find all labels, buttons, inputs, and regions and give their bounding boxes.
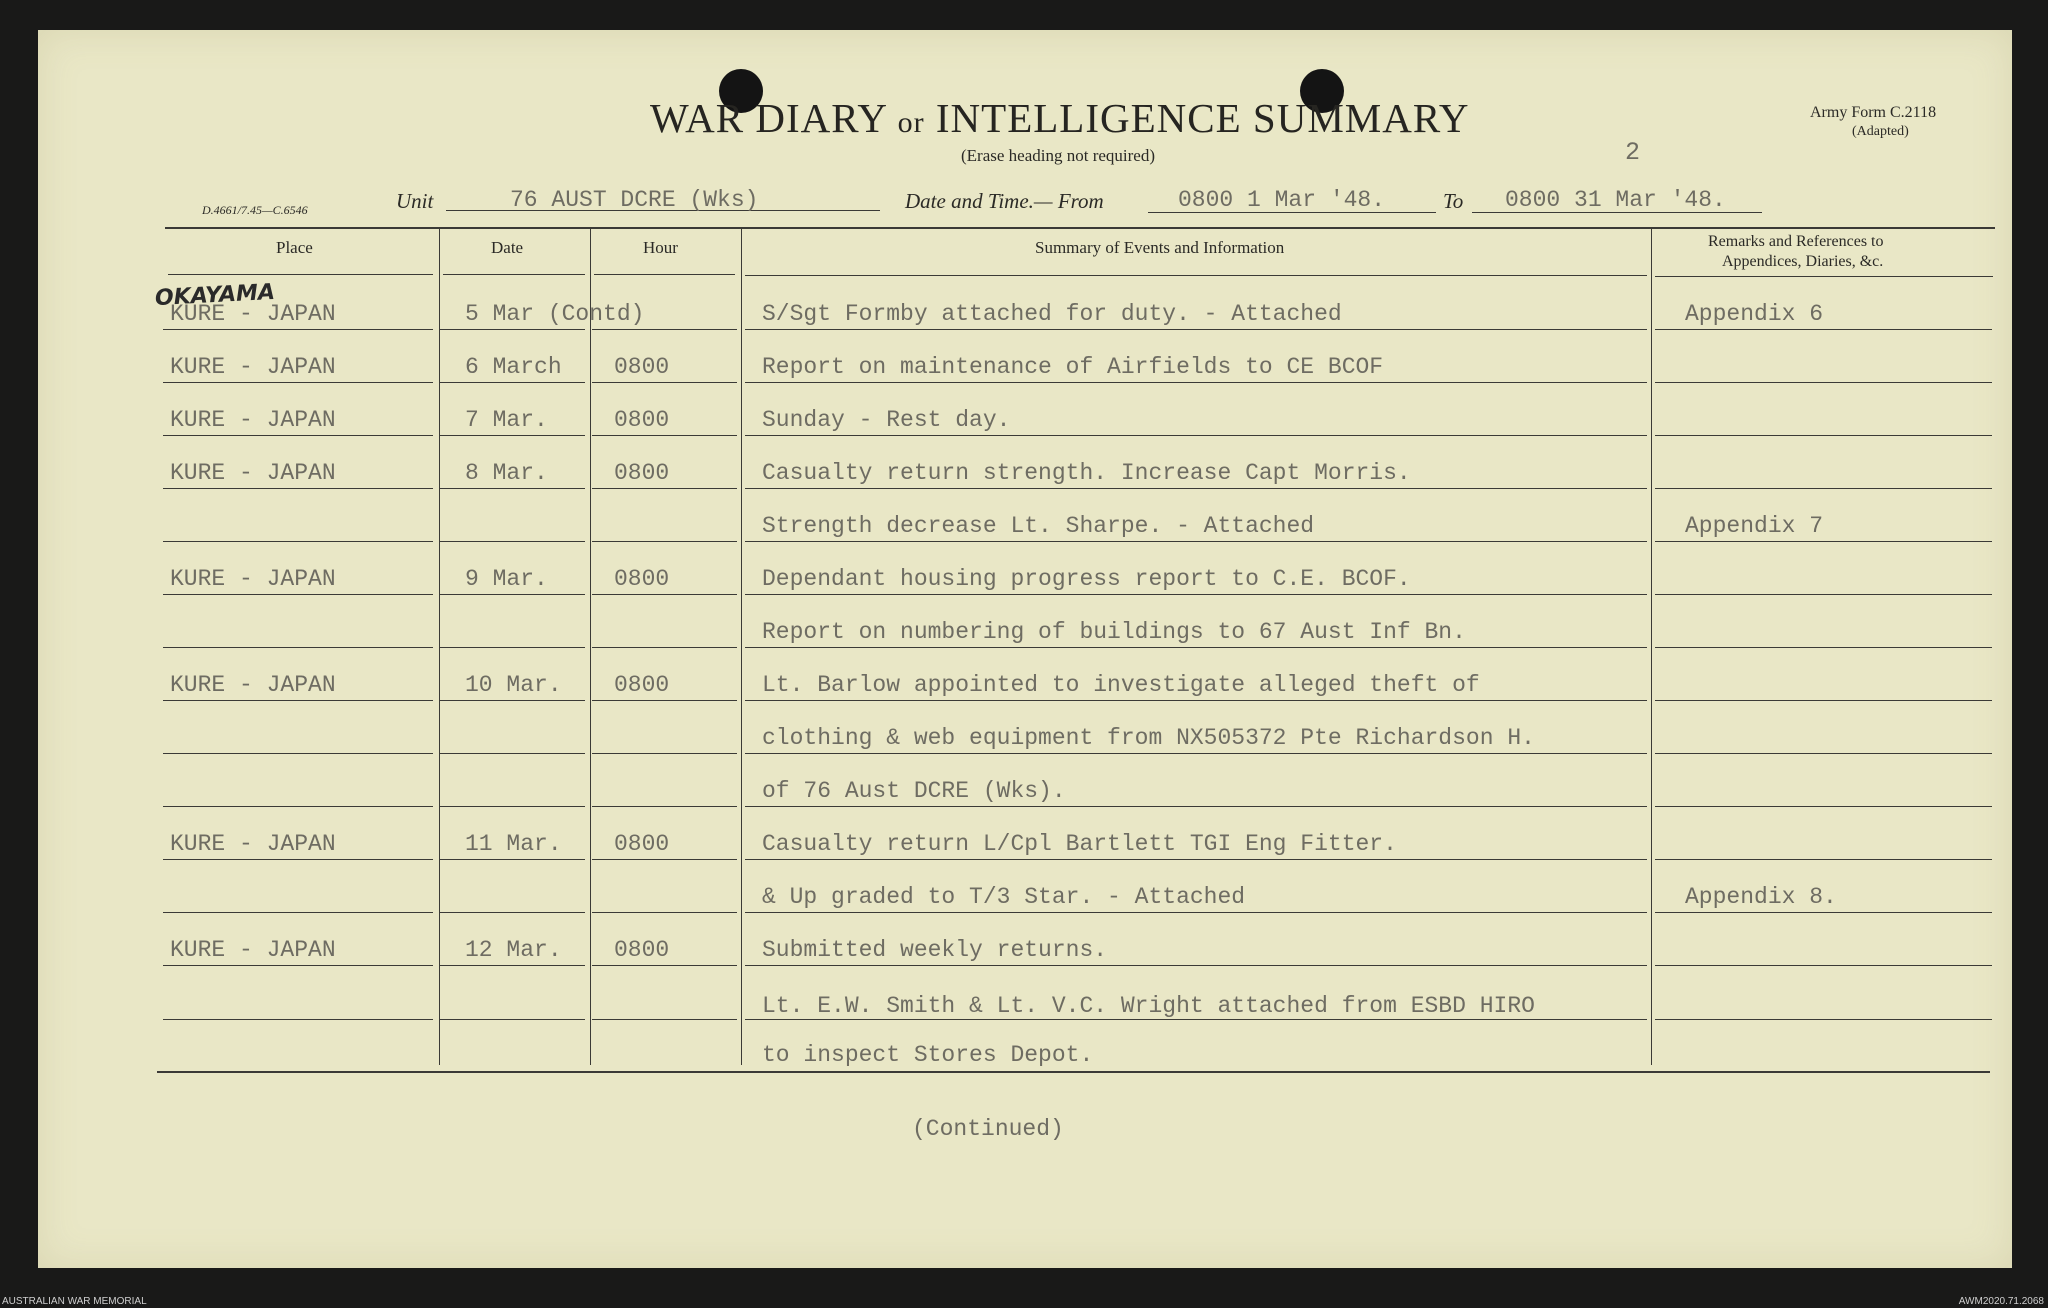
row-rule: [745, 647, 1647, 648]
row-rule: [592, 382, 737, 383]
row-rule: [745, 912, 1647, 913]
entry-date: 9 Mar.: [465, 566, 548, 592]
row-rule: [439, 965, 585, 966]
row-rule: [745, 753, 1647, 754]
entry-place: KURE - JAPAN: [170, 672, 336, 698]
row-rule: [439, 647, 585, 648]
row-rule: [745, 541, 1647, 542]
title-note: (Erase heading not required): [961, 146, 1155, 165]
period-from: 0800 1 Mar '48.: [1178, 187, 1386, 213]
row-rule: [1655, 859, 1992, 860]
entry-remarks: Appendix 8.: [1685, 884, 1837, 910]
form-adapted: (Adapted): [1852, 124, 1909, 139]
entry-hour: 0800: [614, 831, 670, 857]
row-rule: [592, 488, 737, 489]
form-name: Army Form C.2118: [1810, 104, 1937, 121]
row-rule: [439, 594, 585, 595]
row-rule: [745, 1019, 1647, 1020]
row-rule: [592, 859, 737, 860]
period-to-label: To: [1443, 189, 1464, 213]
row-rule: [745, 859, 1647, 860]
row-rule: [745, 965, 1647, 966]
row-rule: [439, 700, 585, 701]
row-rule: [439, 753, 585, 754]
col-header-remarks-2: Appendices, Diaries, &c.: [1722, 253, 1884, 270]
entry-summary: Report on maintenance of Airfields to CE BCOF: [762, 354, 1384, 380]
row-rule: [439, 806, 585, 807]
entry-hour: 0800: [614, 937, 670, 963]
row-rule: [163, 329, 433, 330]
row-rule: [1655, 488, 1992, 489]
row-rule: [592, 806, 737, 807]
row-rule: [439, 1019, 585, 1020]
row-rule: [163, 541, 433, 542]
row-rule: [439, 488, 585, 489]
war-diary-page: [38, 30, 2012, 1268]
entry-hour: 0800: [614, 672, 670, 698]
row-rule: [439, 382, 585, 383]
form-code: D.4661/7.45—C.6546: [202, 203, 308, 217]
entry-summary: Lt. E.W. Smith & Lt. V.C. Wright attached from ESBD HIRO: [762, 993, 1535, 1019]
entry-summary: & Up graded to T/3 Star. - Attached: [762, 884, 1246, 910]
row-rule: [1655, 753, 1992, 754]
entry-summary: Casualty return strength. Increase Capt Morris.: [762, 460, 1411, 486]
entry-date: 11 Mar.: [465, 831, 562, 857]
entry-summary: Submitted weekly returns.: [762, 937, 1108, 963]
row-rule: [592, 329, 737, 330]
entry-place: KURE - JAPAN: [170, 301, 336, 327]
entry-date: 8 Mar.: [465, 460, 548, 486]
row-rule: [1655, 1019, 1992, 1020]
page-number: 2: [1625, 138, 1641, 167]
handwritten-place: OKAYAMA: [154, 279, 276, 312]
row-rule: [1655, 541, 1992, 542]
entry-hour: 0800: [614, 566, 670, 592]
row-rule: [163, 753, 433, 754]
entry-place: KURE - JAPAN: [170, 566, 336, 592]
row-rule: [163, 912, 433, 913]
row-rule: [1655, 965, 1992, 966]
row-rule: [439, 435, 585, 436]
entry-date: 10 Mar.: [465, 672, 562, 698]
col-header-hour: Hour: [643, 238, 678, 257]
entry-remarks: Appendix 6: [1685, 301, 1824, 327]
entry-date: 5 Mar (Contd): [465, 301, 645, 327]
row-rule: [592, 647, 737, 648]
col-header-remarks: Remarks and References to: [1708, 233, 1884, 250]
unit-value: 76 AUST DCRE (Wks): [510, 187, 759, 213]
row-rule: [592, 594, 737, 595]
row-rule: [1655, 806, 1992, 807]
continued-note: (Continued): [912, 1116, 1064, 1142]
entry-summary: S/Sgt Formby attached for duty. - Attached: [762, 301, 1342, 327]
row-rule: [745, 594, 1647, 595]
entry-summary: Dependant housing progress report to C.E. BCOF.: [762, 566, 1411, 592]
row-rule: [163, 965, 433, 966]
entry-place: KURE - JAPAN: [170, 460, 336, 486]
row-rule: [1655, 435, 1992, 436]
row-rule: [163, 488, 433, 489]
entry-place: KURE - JAPAN: [170, 937, 336, 963]
row-rule: [592, 435, 737, 436]
row-rule: [439, 859, 585, 860]
entry-summary: Casualty return L/Cpl Bartlett TGI Eng Fitter.: [762, 831, 1397, 857]
row-rule: [439, 329, 585, 330]
row-rule: [1655, 329, 1992, 330]
entry-remarks: Appendix 7: [1685, 513, 1824, 539]
col-header-place: Place: [276, 238, 313, 257]
row-rule: [745, 806, 1647, 807]
entry-summary: Lt. Barlow appointed to investigate alleged theft of: [762, 672, 1480, 698]
row-rule: [1655, 594, 1992, 595]
row-rule: [439, 912, 585, 913]
entry-hour: 0800: [614, 460, 670, 486]
row-rule: [745, 488, 1647, 489]
row-rule: [163, 806, 433, 807]
entry-date: 7 Mar.: [465, 407, 548, 433]
entry-summary: clothing & web equipment from NX505372 Pte Richardson H.: [762, 725, 1535, 751]
entry-summary: Strength decrease Lt. Sharpe. - Attached: [762, 513, 1315, 539]
footer-left: AUSTRALIAN WAR MEMORIAL: [2, 1296, 147, 1307]
row-rule: [745, 382, 1647, 383]
row-rule: [592, 1019, 737, 1020]
row-rule: [592, 753, 737, 754]
row-rule: [1655, 912, 1992, 913]
entry-place: KURE - JAPAN: [170, 354, 336, 380]
footer-right: AWM2020.71.2068: [1958, 1296, 2044, 1307]
row-rule: [163, 647, 433, 648]
row-rule: [163, 1019, 433, 1020]
row-rule: [439, 541, 585, 542]
entry-summary: to inspect Stores Depot.: [762, 1042, 1094, 1068]
row-rule: [592, 912, 737, 913]
entry-place: KURE - JAPAN: [170, 407, 336, 433]
row-rule: [745, 329, 1647, 330]
entry-summary: of 76 Aust DCRE (Wks).: [762, 778, 1066, 804]
entry-date: 6 March: [465, 354, 562, 380]
entry-place: KURE - JAPAN: [170, 831, 336, 857]
row-rule: [163, 594, 433, 595]
row-rule: [163, 435, 433, 436]
entry-summary: Report on numbering of buildings to 67 Aust Inf Bn.: [762, 619, 1466, 645]
col-header-summary: Summary of Events and Information: [1035, 238, 1285, 257]
col-header-date: Date: [491, 238, 524, 257]
row-rule: [745, 700, 1647, 701]
row-rule: [163, 859, 433, 860]
row-rule: [745, 435, 1647, 436]
entry-summary: Sunday - Rest day.: [762, 407, 1011, 433]
row-rule: [1655, 700, 1992, 701]
row-rule: [163, 382, 433, 383]
period-from-label: Date and Time.— From: [905, 189, 1104, 213]
row-rule: [592, 700, 737, 701]
period-to: 0800 31 Mar '48.: [1505, 187, 1726, 213]
row-rule: [592, 541, 737, 542]
unit-label: Unit: [396, 189, 434, 213]
row-rule: [163, 700, 433, 701]
row-rule: [592, 965, 737, 966]
entry-hour: 0800: [614, 407, 670, 433]
row-rule: [1655, 647, 1992, 648]
entry-hour: 0800: [614, 354, 670, 380]
row-rule: [1655, 382, 1992, 383]
entry-date: 12 Mar.: [465, 937, 562, 963]
page-title: WAR DIARY or INTELLIGENCE SUMMARY: [650, 95, 1470, 141]
